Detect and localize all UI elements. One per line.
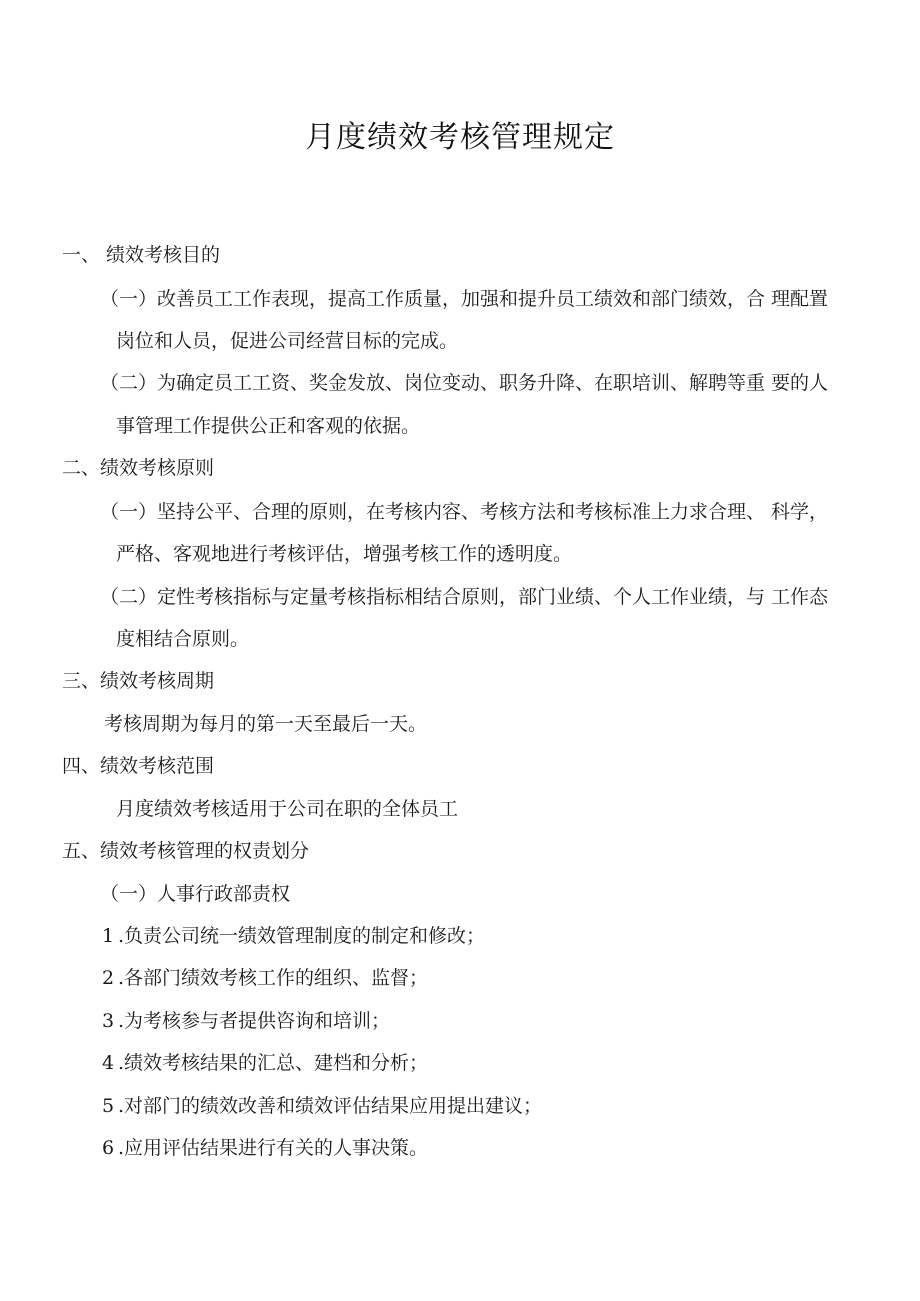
section-3-text: 考核周期为每月的第一天至最后一天。 — [104, 713, 428, 735]
list-item-number: 1 — [102, 925, 115, 947]
list-item-text: .绩效考核结果的汇总、建档和分析； — [118, 1052, 429, 1074]
section-1-heading: 一、 绩效考核目的 — [62, 244, 221, 266]
list-item-text: .为考核参与者提供咨询和培训； — [118, 1010, 391, 1032]
section-2-heading: 二、绩效考核原则 — [62, 457, 215, 479]
list-item-text: .各部门绩效考核工作的组织、监督； — [118, 967, 429, 989]
document-title: 月度绩效考核管理规定 — [305, 120, 615, 155]
list-item — [102, 965, 428, 991]
section-2-item-1-line-1: （一）坚持公平、合理的原则，在考核内容、考核方法和考核标准上力求合理、 科学， — [100, 501, 829, 523]
list-item — [102, 1135, 428, 1161]
section-1-item-1-line-1: （一）改善员工工作表现，提高工作质量，加强和提升员工绩效和部门绩效，合 理配置 — [100, 288, 829, 310]
section-4-heading: 四、绩效考核范围 — [62, 755, 215, 777]
list-item-number: 6 — [102, 1137, 115, 1159]
section-3-heading: 三、绩效考核周期 — [62, 670, 215, 692]
list-item-number: 3 — [102, 1010, 115, 1032]
list-item-number: 4 — [102, 1052, 115, 1074]
section-1-item-2-line-1: （二）为确定员工工资、奖金发放、岗位变动、职务升降、在职培训、解聘等重 要的人 — [100, 372, 829, 394]
list-item-text: .应用评估结果进行有关的人事决策。 — [118, 1137, 429, 1159]
section-4-text: 月度绩效考核适用于公司在职的全体员工 — [116, 798, 459, 820]
list-item-number: 5 — [102, 1095, 115, 1117]
list-item-number: 2 — [102, 967, 115, 989]
list-item-text: .对部门的绩效改善和绩效评估结果应用提出建议； — [118, 1095, 543, 1117]
section-2-item-1-line-2: 严格、客观地进行考核评估，增强考核工作的透明度。 — [116, 543, 573, 565]
section-1-item-1-line-2: 岗位和人员，促进公司经营目标的完成。 — [116, 330, 459, 352]
list-item — [102, 1093, 542, 1119]
section-5-heading: 五、绩效考核管理的权责划分 — [62, 840, 310, 862]
list-item — [102, 923, 485, 949]
list-item — [102, 1050, 428, 1076]
section-2-item-2-line-1: （二）定性考核指标与定量考核指标相结合原则，部门业绩、个人工作业绩，与 工作态 — [100, 586, 829, 608]
section-2-item-2-line-2: 度相结合原则。 — [116, 628, 250, 650]
section-5-sub-1: （一）人事行政部责权 — [100, 883, 291, 905]
list-item — [102, 1008, 390, 1034]
list-item-text: .负责公司统一绩效管理制度的制定和修改； — [118, 925, 486, 947]
section-1-item-2-line-2: 事管理工作提供公正和客观的依据。 — [116, 415, 421, 437]
